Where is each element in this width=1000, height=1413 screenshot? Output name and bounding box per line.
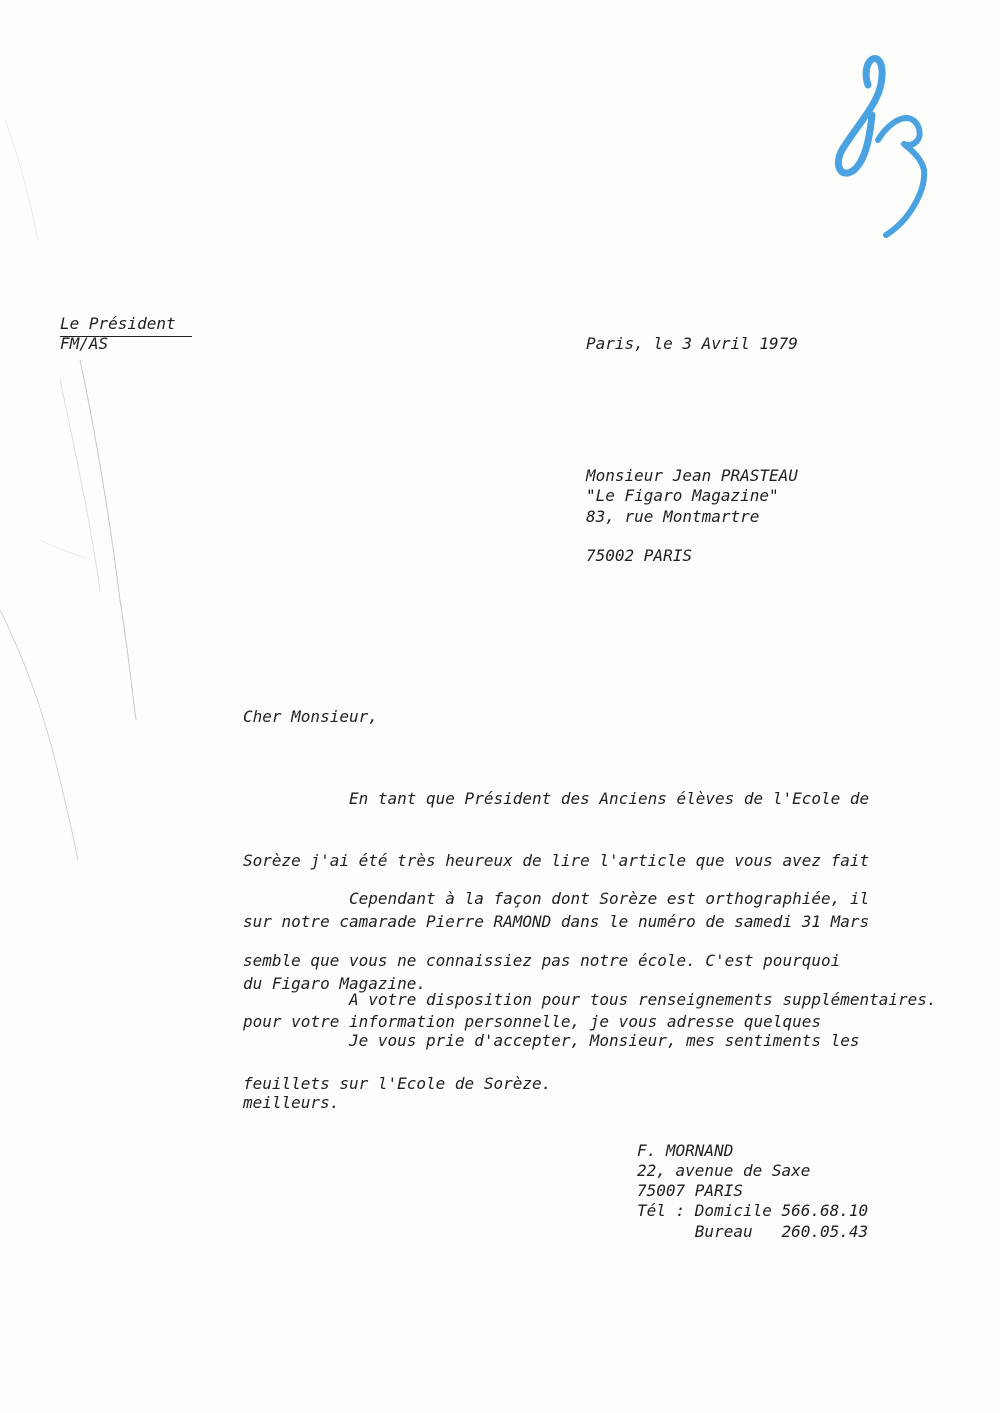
body-line: semble que vous ne connaissiez pas notre école. C'est pourquoi	[243, 950, 841, 970]
sender-street: 22, avenue de Saxe	[637, 1161, 811, 1180]
body-line: sur notre camarade Pierre RAMOND dans le numéro de samedi 31 Mars	[243, 912, 870, 931]
salutation: Cher Monsieur,	[243, 707, 378, 726]
body-line: meilleurs.	[243, 1092, 340, 1112]
recipient-city: 75002 PARIS	[586, 546, 692, 565]
body-paragraph-4	[243, 990, 943, 1154]
sender-city: 75007 PARIS	[637, 1181, 743, 1200]
handwritten-initials-icon	[820, 30, 940, 250]
body-line: pour votre information personnelle, je vous adresse quelques	[243, 1012, 821, 1031]
recipient-organization: "Le Figaro Magazine"	[586, 486, 779, 505]
header-title: Le Président	[60, 314, 192, 337]
body-line: Sorèze j'ai été très heureux de lire l'article que vous avez fait	[243, 850, 870, 870]
sender-name: F. MORNAND	[637, 1141, 734, 1160]
sender-phone-home: Tél : Domicile 566.68.10	[637, 1201, 869, 1220]
body-line: feuillets sur l'Ecole de Sorèze.	[243, 1073, 552, 1093]
letter-date: Paris, le 3 Avril 1979	[586, 334, 798, 353]
body-line: A votre disposition pour tous renseignements supplémentaires.	[243, 990, 937, 1009]
body-line: Cependant à la façon dont Sorèze est orthographiée, il	[243, 889, 870, 908]
recipient-name: Monsieur Jean PRASTEAU	[586, 466, 798, 485]
body-line: Je vous prie d'accepter, Monsieur, mes sentiments les	[243, 1031, 860, 1050]
body-line: du Figaro Magazine.	[243, 973, 427, 993]
recipient-street: 83, rue Montmartre	[586, 507, 760, 526]
sender-phone-office: Bureau 260.05.43	[637, 1222, 869, 1241]
pencil-marks	[0, 0, 200, 1413]
header-reference: FM/AS	[60, 334, 109, 353]
body-line: En tant que Président des Anciens élèves de l'Ecole de	[243, 789, 870, 808]
